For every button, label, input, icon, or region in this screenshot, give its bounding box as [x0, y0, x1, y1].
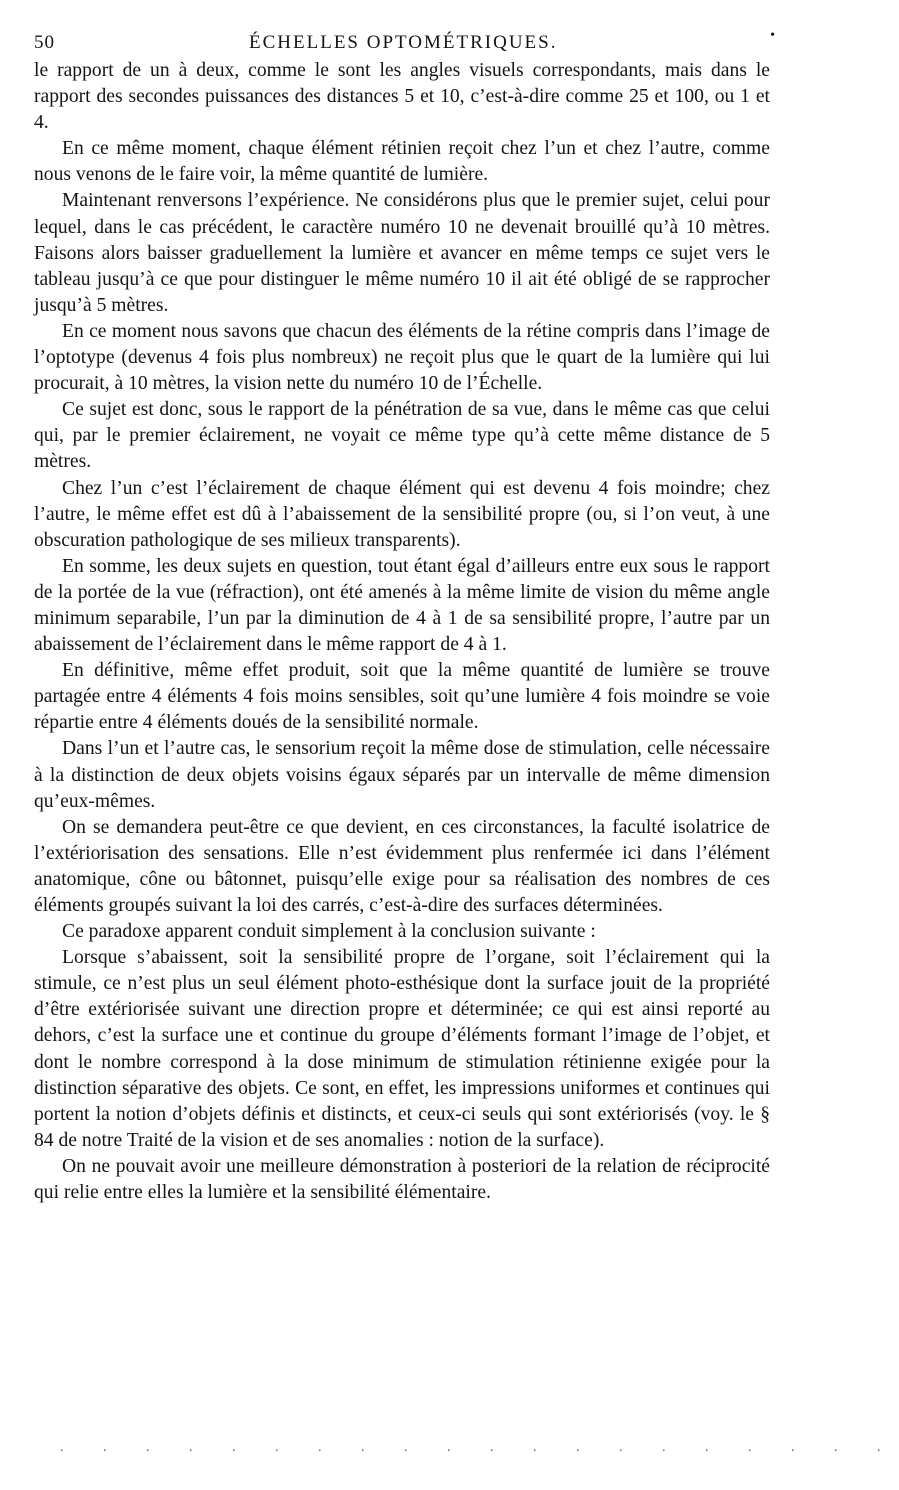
- paragraph-2: En ce même moment, chaque élément rétinien reçoit chez l’un et chez l’autre, comme nous venons de le faire voir, la même quantité de lumière.: [34, 138, 770, 186]
- paragraph-12: Lorsque s’abaissent, soit la sensibilité propre de l’organe, soit l’éclairement qui la stimule, ce n’est plus un seul élément photo-esthésique dont la surface jouit de la propriété d’être extériorisée suivant une direction propre et déterminée; ce qui est ainsi reporté au dehors, c’est la surface une et continue du groupe d’éléments formant l’image de l’objet, et dont le nombre correspond à la dose minimum de stimulation rétinienne exigée pour la distinction séparative des objets. Ce sont, en effet, les impressions uniformes et continues qui portent la notion d’objets définis et distincts, et ceux-ci seuls qui sont extériorisés (voy. le § 84 de notre Traité de la vision et de ses anomalies : notion de la surface).: [34, 947, 770, 1151]
- header-mark: •: [770, 28, 776, 43]
- paragraph-6: Chez l’un c’est l’éclairement de chaque élément qui est devenu 4 fois moindre; chez l’autre, le même effet est dû à l’abaissement de la sensibilité propre (ou, si l’on veut, à une obscuration pathologique de ses milieux transparents).: [34, 477, 770, 551]
- paragraph-5: Ce sujet est donc, sous le rapport de la pénétration de sa vue, dans le même cas que celui qui, par le premier éclairement, ne voyait ce même type qu’à cette même distance de 5 mètres.: [34, 399, 770, 473]
- body-text: [34, 58, 770, 1206]
- paragraph-1: le rapport de un à deux, comme le sont les angles visuels correspondants, mais dans le rapport des secondes puissances des distances 5 et 10, c’est-à-dire comme 25 et 100, ou 1 et 4.: [34, 60, 770, 134]
- paragraph-3: Maintenant renversons l’expérience. Ne considérons plus que le premier sujet, celui pour lequel, dans le cas précédent, le caractère numéro 10 ne devenait brouillé qu’à 10 mètres. Faisons alors baisser graduellement la lumière et avancer en même temps ce sujet vers le tableau jusqu’à ce que pour distinguer le même numéro 10 il ait été obligé de se rapprocher jusqu’à 5 mètres.: [34, 190, 770, 316]
- page-number: 50: [34, 32, 55, 53]
- paragraph-10: On se demandera peut-être ce que devient, en ces circonstances, la faculté isolatrice de l’extériorisation des sensations. Elle n’est évidemment plus renfermée ici dans l’élément anatomique, cône ou bâtonnet, puisqu’elle exige pour sa réalisation des nombres de ces éléments groupés suivant la loi des carrés, c’est-à-dire des surfaces déterminées.: [34, 816, 770, 916]
- book-page: [34, 28, 776, 1206]
- paragraph-4: En ce moment nous savons que chacun des éléments de la rétine compris dans l’image de l’optotype (devenus 4 fois plus nombreux) ne reçoit plus que le quart de la lumière qui lui procurait, à 10 mètres, la vision nette du numéro 10 de l’Échelle.: [34, 320, 770, 395]
- paragraph-8: En définitive, même effet produit, soit que la même quantité de lumière se trouve partagée entre 4 éléments 4 fois moins sensibles, soit qu’une lumière 4 fois moindre se voie répartie entre 4 éléments doués de la sensibilité normale.: [34, 660, 770, 734]
- page-header: [34, 28, 776, 58]
- footer-dots: . . . . . . . . . . . . . . . . . . . .: [60, 1440, 899, 1455]
- paragraph-7: En somme, les deux sujets en question, tout étant égal d’ailleurs entre eux sous le rapport de la portée de la vue (réfraction), ont été amenés à la même limite de vision du même angle minimum separabile, l’un par la diminution de 4 à 1 de sa sensibilité propre, l’autre par un abaissement de l’éclairement dans le même rapport de 4 à 1.: [34, 555, 770, 656]
- paragraph-13: On ne pouvait avoir une meilleure démonstration à posteriori de la relation de réciprocité qui relie entre elles la lumière et la sensibilité élémentaire.: [34, 1155, 770, 1204]
- running-title: ÉCHELLES OPTOMÉTRIQUES.: [249, 32, 558, 53]
- paragraph-11: Ce paradoxe apparent conduit simplement à la conclusion suivante :: [62, 921, 596, 943]
- paragraph-9: Dans l’un et l’autre cas, le sensorium reçoit la même dose de stimulation, celle nécessaire à la distinction de deux objets voisins égaux séparés par un intervalle de même dimension qu’eux-mêmes.: [34, 738, 770, 812]
